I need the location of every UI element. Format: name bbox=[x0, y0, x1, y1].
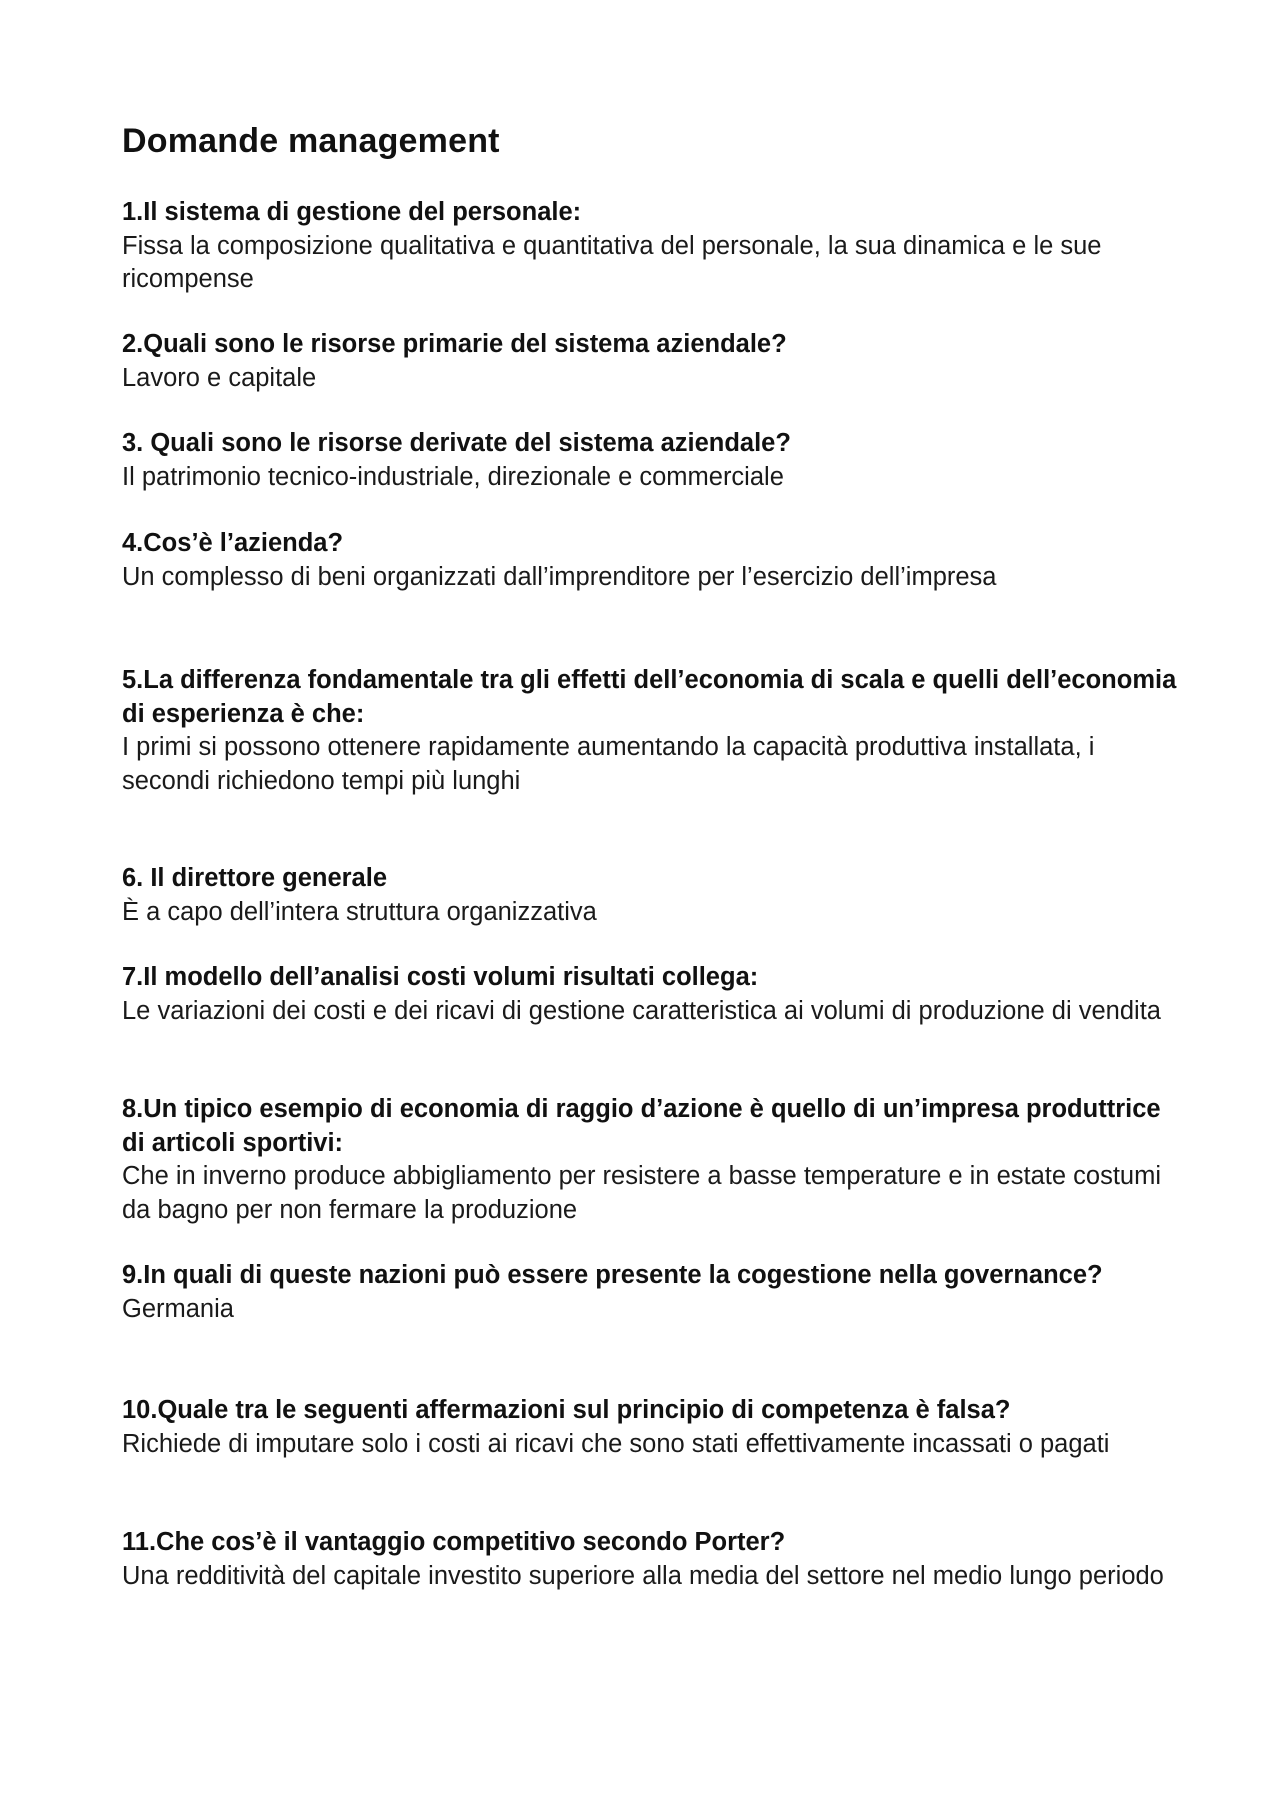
answer-4: Un complesso di beni organizzati dall’imprenditore per l’esercizio dell’impresa bbox=[122, 562, 997, 591]
question-4: 4.Cos’è l’azienda? bbox=[122, 529, 344, 557]
qa-item-8 bbox=[122, 1093, 1182, 1227]
question-6: 6. Il direttore generale bbox=[122, 864, 388, 892]
qa-item-1 bbox=[122, 196, 1182, 297]
question-10: 10.Quale tra le seguenti affermazioni sul principio di competenza è falsa? bbox=[122, 1396, 1011, 1424]
answer-1: Fissa la composizione qualitativa e quantitativa del personale, la sua dinamica e le sue ricompense bbox=[122, 231, 1102, 293]
answer-9: Germania bbox=[122, 1294, 234, 1323]
question-2: 2.Quali sono le risorse primarie del sistema aziendale? bbox=[122, 330, 787, 358]
question-9: 9.In quali di queste nazioni può essere presente la cogestione nella governance? bbox=[122, 1261, 1103, 1289]
answer-11: Una redditività del capitale investito superiore alla media del settore nel medio lungo periodo bbox=[122, 1561, 1164, 1590]
qa-item-6 bbox=[122, 862, 1182, 929]
qa-item-11 bbox=[122, 1526, 1182, 1593]
qa-item-2 bbox=[122, 328, 1182, 395]
question-8: 8.Un tipico esempio di economia di raggio d’azione è quello di un’impresa produttrice di articoli sportivi: bbox=[122, 1095, 1161, 1157]
qa-item-10 bbox=[122, 1394, 1182, 1461]
document-title: Domande management bbox=[122, 122, 500, 160]
question-3: 3. Quali sono le risorse derivate del sistema aziendale? bbox=[122, 429, 791, 457]
qa-item-4 bbox=[122, 527, 1182, 594]
qa-item-9 bbox=[122, 1259, 1182, 1326]
question-5: 5.La differenza fondamentale tra gli effetti dell’economia di scala e quelli dell’economia di esperienza è che: bbox=[122, 666, 1177, 728]
answer-5: I primi si possono ottenere rapidamente aumentando la capacità produttiva installata, i secondi richiedono tempi più lunghi bbox=[122, 733, 1095, 795]
answer-8: Che in inverno produce abbigliamento per resistere a basse temperature e in estate costumi da bagno per non fermare la produzione bbox=[122, 1162, 1161, 1224]
answer-7: Le variazioni dei costi e dei ricavi di gestione caratteristica ai volumi di produzione di vendita bbox=[122, 996, 1161, 1025]
answer-2: Lavoro e capitale bbox=[122, 363, 317, 392]
question-1: 1.Il sistema di gestione del personale: bbox=[122, 198, 582, 226]
answer-6: È a capo dell’intera struttura organizzativa bbox=[122, 897, 597, 926]
qa-item-5 bbox=[122, 664, 1182, 798]
answer-3: Il patrimonio tecnico-industriale, direzionale e commerciale bbox=[122, 462, 784, 491]
answer-10: Richiede di imputare solo i costi ai ricavi che sono stati effettivamente incassati o pagati bbox=[122, 1429, 1110, 1458]
question-7: 7.Il modello dell’analisi costi volumi risultati collega: bbox=[122, 963, 759, 991]
qa-item-3 bbox=[122, 427, 1182, 494]
question-11: 11.Che cos’è il vantaggio competitivo secondo Porter? bbox=[122, 1528, 786, 1556]
qa-item-7 bbox=[122, 961, 1182, 1028]
